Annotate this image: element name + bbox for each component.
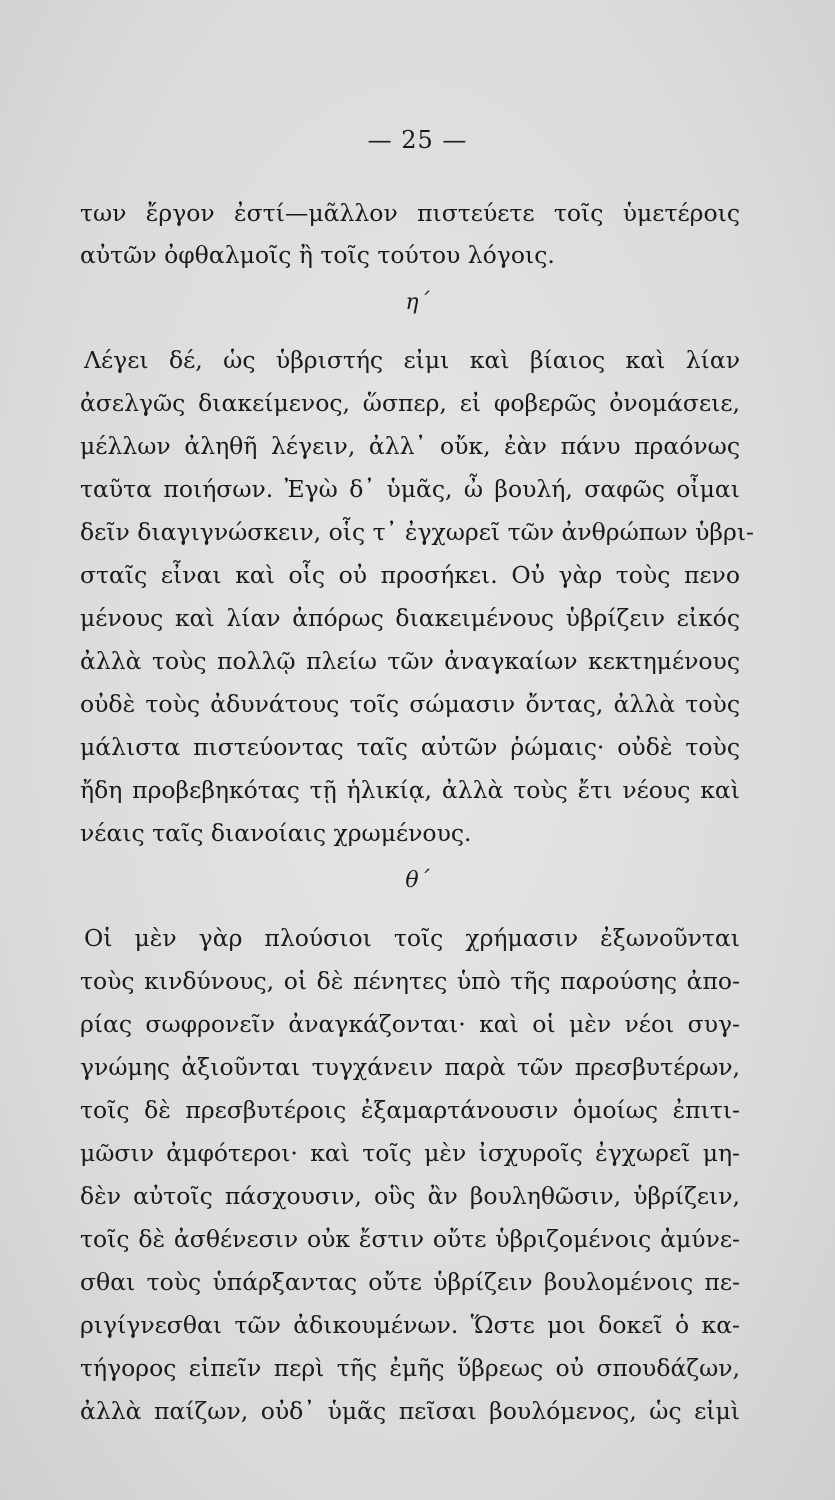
text-line: ἀλλὰ τοὺς πολλῷ πλείω τῶν ἀναγκαίων κεκτημένους [80, 647, 740, 675]
text-line: δεῖν διαγιγνώσκειν, οἷς τ᾽ ἐγχωρεῖ τῶν ἀνθρώπων ὑβρι- [80, 518, 754, 546]
text-line: οὐδὲ τοὺς ἀδυνάτους τοῖς σώμασιν ὄντας, ἀλλὰ τοὺς [80, 690, 740, 718]
text-line: τοὺς κινδύνους, οἱ δὲ πένητες ὑπὸ τῆς παρούσης ἀπο- [80, 967, 740, 995]
text-line: αὐτῶν ὀφθαλμοῖς ἢ τοῖς τούτου λόγοις. [80, 241, 555, 269]
text-line: μένους καὶ λίαν ἀπόρως διακειμένους ὑβρίζειν εἰκός [80, 604, 740, 632]
text-line: ἀλλὰ παίζων, οὐδ᾽ ὑμᾶς πεῖσαι βουλόμενος, ὡς εἰμὶ [80, 1397, 740, 1425]
text-line: τοῖς δὲ πρεσβυτέροις ἐξαμαρτάνουσιν ὁμοίως ἐπιτι- [80, 1096, 740, 1124]
section-heading-theta: θ΄ [405, 868, 430, 893]
text-line: ρίας σωφρονεῖν ἀναγκάζονται· καὶ οἱ μὲν νέοι συγ- [80, 1010, 740, 1038]
text-line: ταῦτα ποιήσων. Ἐγὼ δ᾽ ὑμᾶς, ὦ βουλή, σαφῶς οἶμαι [80, 475, 740, 503]
text-line: των ἔργον ἐστί—μᾶλλον πιστεύετε τοῖς ὑμετέροις [80, 199, 740, 227]
text-line: μῶσιν ἀμφότεροι· καὶ τοῖς μὲν ἰσχυροῖς ἐγχωρεῖ μη- [80, 1139, 740, 1167]
text-line: μέλλων ἀληθῆ λέγειν, ἀλλ᾽ οὔκ, ἐὰν πάνυ πραόνως [80, 432, 740, 460]
text-line: μάλιστα πιστεύοντας ταῖς αὐτῶν ῥώμαις· οὐδὲ τοὺς [80, 733, 740, 761]
text-line: τήγορος εἰπεῖν περὶ τῆς ἐμῆς ὕβρεως οὐ σπουδάζων, [80, 1354, 740, 1382]
text-line: ἀσελγῶς διακείμενος, ὥσπερ, εἰ φοβερῶς ὀνομάσειε, [80, 389, 740, 417]
text-line: ριγίγνεσθαι τῶν ἀδικουμένων. Ὥστε μοι δοκεῖ ὁ κα- [80, 1311, 740, 1339]
section-heading-eta: η΄ [405, 290, 430, 315]
text-line: σταῖς εἶναι καὶ οἷς οὐ προσήκει. Οὐ γὰρ τοὺς πενο [80, 561, 740, 589]
text-line: ἤδη προβεβηκότας τῇ ἡλικίᾳ, ἀλλὰ τοὺς ἔτι νέους καὶ [80, 776, 740, 804]
text-line: Λέγει δέ, ὡς ὑβριστής εἰμι καὶ βίαιος καὶ λίαν [84, 346, 740, 374]
page-number: — 25 — [367, 126, 468, 154]
text-line: νέαις ταῖς διανοίαις χρωμένους. [80, 819, 472, 847]
text-line: σθαι τοὺς ὑπάρξαντας οὔτε ὑβρίζειν βουλομένοις πε- [80, 1268, 740, 1296]
text-line: Οἱ μὲν γὰρ πλούσιοι τοῖς χρήμασιν ἐξωνοῦνται [84, 924, 740, 952]
text-line: δὲν αὐτοῖς πάσχουσιν, οὓς ἂν βουληθῶσιν, ὑβρίζειν, [80, 1182, 740, 1210]
text-line: τοῖς δὲ ἀσθένεσιν οὐκ ἔστιν οὔτε ὑβριζομένοις ἀμύνε- [80, 1225, 740, 1253]
text-line: γνώμης ἀξιοῦνται τυγχάνειν παρὰ τῶν πρεσβυτέρων, [80, 1053, 740, 1081]
